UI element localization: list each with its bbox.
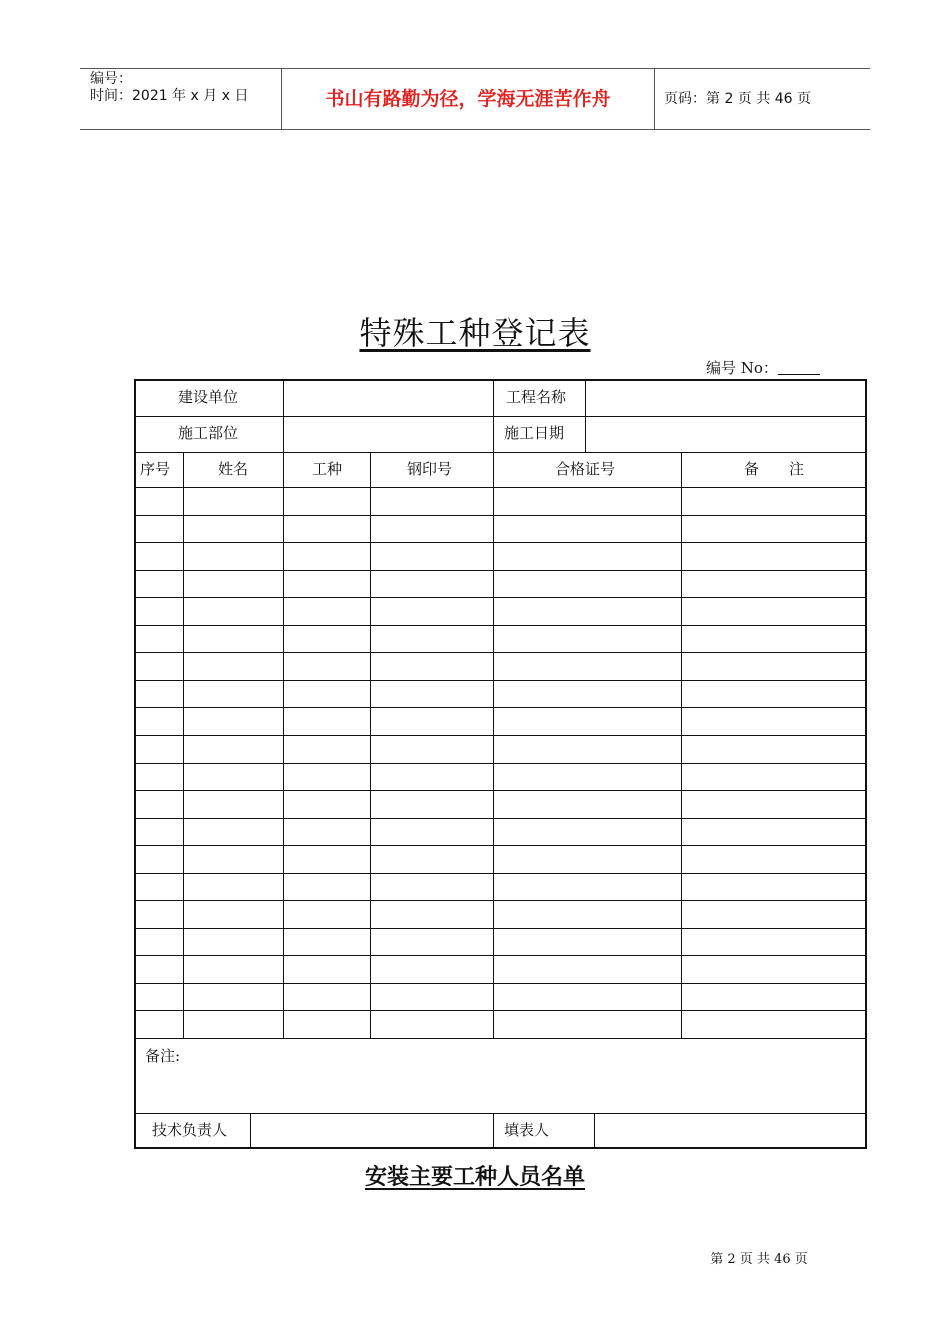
project-name-label: 工程名称 [506,388,567,406]
remarks-label: 备注: [145,1047,181,1065]
number-label: 编号： [90,71,132,87]
grid-line [681,452,682,1038]
table-row-line [136,873,865,874]
page-header [80,68,870,130]
tech-lead-field[interactable] [251,1114,493,1147]
table-row-line [136,625,865,626]
page-footer: 第 2 页 共 46 页 [710,1252,808,1267]
header-motto: 书山有路勤为径，学海无涯苦作舟 [325,88,611,110]
filled-by-label: 填表人 [504,1121,550,1139]
tech-lead-label: 技术负责人 [152,1121,228,1139]
grid-line [370,452,371,1038]
table-row-line [136,845,865,846]
construction-part-field[interactable] [284,417,493,452]
table-row-line [136,928,865,929]
doc-number: 编号 No： [706,357,820,378]
col-header-cert-no: 合格证号 [555,460,616,478]
grid-line [283,452,284,1038]
table-row-line [136,652,865,653]
table-row-line [136,515,865,516]
table-row-line [136,570,865,571]
construction-unit-field[interactable] [284,381,493,416]
table-row-line [136,763,865,764]
construction-part-label: 施工部位 [178,424,239,442]
header-divider [654,69,655,129]
doc-number-field[interactable] [778,360,820,375]
col-header-stamp-no: 钢印号 [407,460,453,478]
grid-line [183,452,184,1038]
table-row-line [136,542,865,543]
next-section-title: 安装主要工种人员名单 [364,1164,585,1190]
registration-form [134,379,867,1149]
header-info [80,69,290,129]
table-row-line [136,790,865,791]
table-row-line [136,1010,865,1011]
table-row-line [136,707,865,708]
grid-line [493,381,494,452]
grid-line [136,452,865,453]
construction-date-field[interactable] [586,417,865,452]
col-header-seq: 序号 [140,460,171,478]
table-row-line [136,983,865,984]
construction-date-label: 施工日期 [504,424,565,442]
project-name-field[interactable] [586,381,865,416]
table-row-line [136,680,865,681]
table-row-line [136,818,865,819]
grid-line [493,1113,494,1147]
construction-unit-label: 建设单位 [178,388,239,406]
remarks-field[interactable] [136,1039,865,1113]
col-header-trade: 工种 [312,460,343,478]
table-row-line [136,735,865,736]
form-title: 特殊工种登记表 [359,314,591,352]
grid-line [136,487,865,488]
table-row-line [136,955,865,956]
col-header-remarks: 备 注 [744,460,805,478]
header-page-info: 页码：第 2 页 共 46 页 [664,91,811,107]
col-header-name: 姓名 [218,460,249,478]
table-row-line [136,597,865,598]
grid-line [493,452,494,1038]
date-line: 时间：2021 年 x 月 x 日 [90,88,249,104]
filled-by-field[interactable] [595,1114,865,1147]
table-row-line [136,900,865,901]
